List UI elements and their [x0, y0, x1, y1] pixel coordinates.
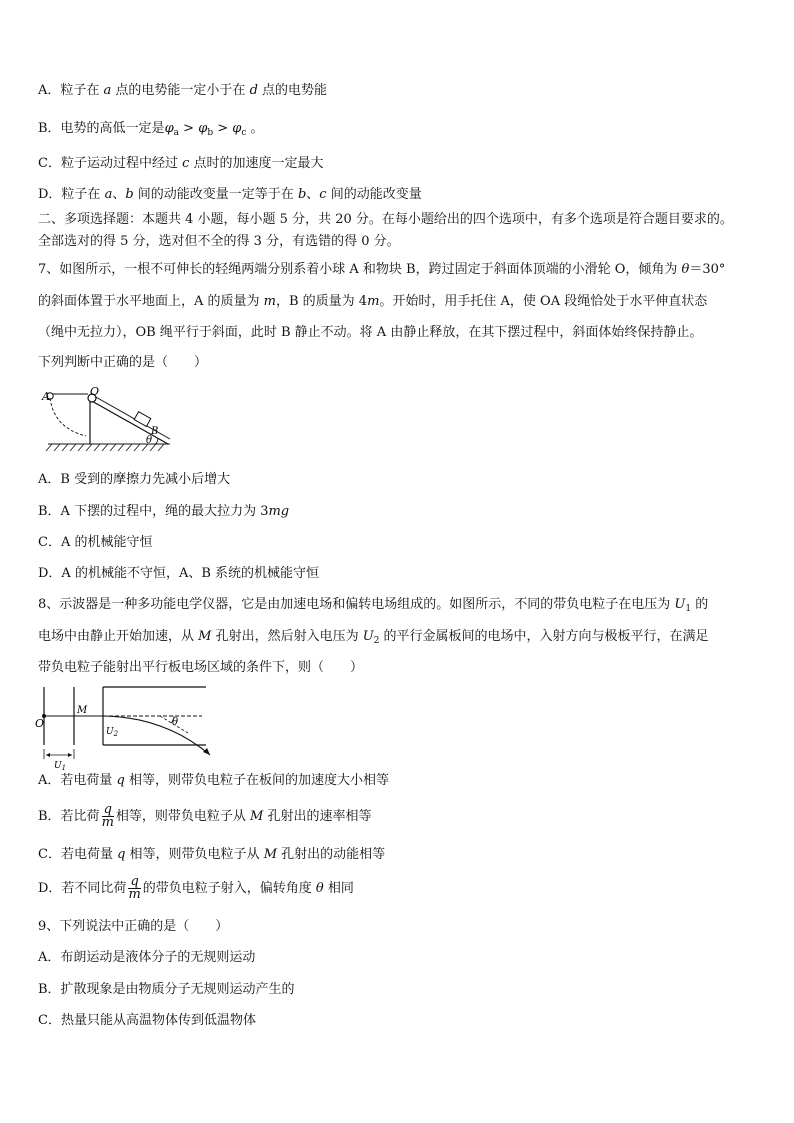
q8-label-O: O: [35, 717, 45, 730]
q8-option-d: D．若不同比荷 $\frac{q}{m}$ 的带负电粒子射入，偏转角度 θ 相同: [38, 874, 354, 902]
q8-label-U1: $U_1$: [54, 761, 67, 771]
q8-label-U2: $U_2$: [106, 727, 119, 738]
q6-option-b: B．电势的高低一定是$\varphi_a > \varphi_b > \varphi_c$ 。: [38, 121, 264, 138]
q8-b-fraction: $\frac{q}{m}$: [101, 802, 114, 830]
q8-stem-line3: 带负电粒子能射出平行板电场区域的条件下，则（ ）: [38, 660, 364, 675]
q7-label-O: O: [90, 386, 100, 398]
q8-stem-line2: 电场中由静止开始加速，从 M 孔射出，然后射入电压为 $U_2$ 的平行金属板间的电场中，入射方向与极板平行，在满足: [38, 629, 709, 646]
q7-stem-line4: 下列判断中正确的是（ ）: [38, 355, 208, 370]
q7-option-c: C．A 的机械能守恒: [38, 535, 153, 550]
q9-option-b: B．扩散现象是由物质分子无规则运动产生的: [38, 982, 295, 997]
q7-option-a: A．B 受到的摩擦力先减小后增大: [38, 472, 231, 487]
q7-option-b: B．A 下摆的过程中，绳的最大拉力为 3mg: [38, 504, 290, 519]
q7-label-A: A: [42, 390, 50, 403]
q7-stem-line3: （绳中无拉力），OB 绳平行于斜面，此时 B 静止不动。将 A 由静止释放，在其下摆过程中，斜面体始终保持静止。: [38, 325, 703, 340]
q6-option-d: D．粒子在 a、b 间的动能改变量一定等于在 b、c 间的动能改变量: [38, 187, 422, 202]
q9-stem: 9、下列说法中正确的是（ ）: [38, 919, 229, 934]
section2-instructions-line1: 二、多项选择题：本题共 4 小题，每小题 5 分，共 20 分。在每小题给出的四个选项中，有多个选项是符合题目要求的。: [38, 212, 733, 227]
q8-stem-line1: 8、示波器是一种多功能电学仪器，它是由加速电场和偏转电场组成的。如图所示，不同的带负电粒子在电压为 $U_1$ 的: [38, 597, 709, 614]
q7-option-d: D．A 的机械能不守恒，A、B 系统的机械能守恒: [38, 566, 320, 581]
q6-option-a: A．粒子在 a 点的电势能一定小于在 d 点的电势能: [38, 83, 328, 98]
q7-stem-line1: 7、如图所示，一根不可伸长的轻绳两端分别系着小球 A 和物块 B，跨过固定于斜面体顶端的小滑轮 O，倾角为 θ＝30°: [38, 262, 726, 277]
q8-d-fraction: $\frac{q}{m}$: [128, 874, 141, 902]
q8-option-a: A．若电荷量 q 相等，则带负电粒子在板间的加速度大小相等: [38, 773, 389, 788]
q7-figure: [30, 386, 175, 456]
q8-label-M: M: [77, 705, 88, 716]
q9-option-c: C．热量只能从高温物体传到低温物体: [38, 1013, 256, 1028]
q8-figure: [30, 681, 230, 771]
q7-label-theta: θ: [146, 435, 153, 446]
q7-stem-line2: 的斜面体置于水平地面上，A 的质量为 m，B 的质量为 4m。开始时，用手托住 A，使 OA 段绳恰处于水平伸直状态: [38, 294, 708, 309]
q8-option-c: C．若电荷量 q 相等，则带负电粒子从 M 孔射出的动能相等: [38, 847, 386, 862]
q8-option-b: B．若比荷 $\frac{q}{m}$ 相等，则带负电粒子从 M 孔射出的速率相等: [38, 802, 372, 830]
section2-instructions-line2: 全部选对的得 5 分，选对但不全的得 3 分，有选错的得 0 分。: [38, 234, 400, 249]
q7-label-B: B: [151, 426, 159, 437]
q8-label-theta: θ: [172, 717, 179, 728]
q9-option-a: A．布朗运动是液体分子的无规则运动: [38, 950, 256, 965]
q6-option-c: C．粒子运动过程中经过 c 点时的加速度一定最大: [38, 156, 324, 171]
